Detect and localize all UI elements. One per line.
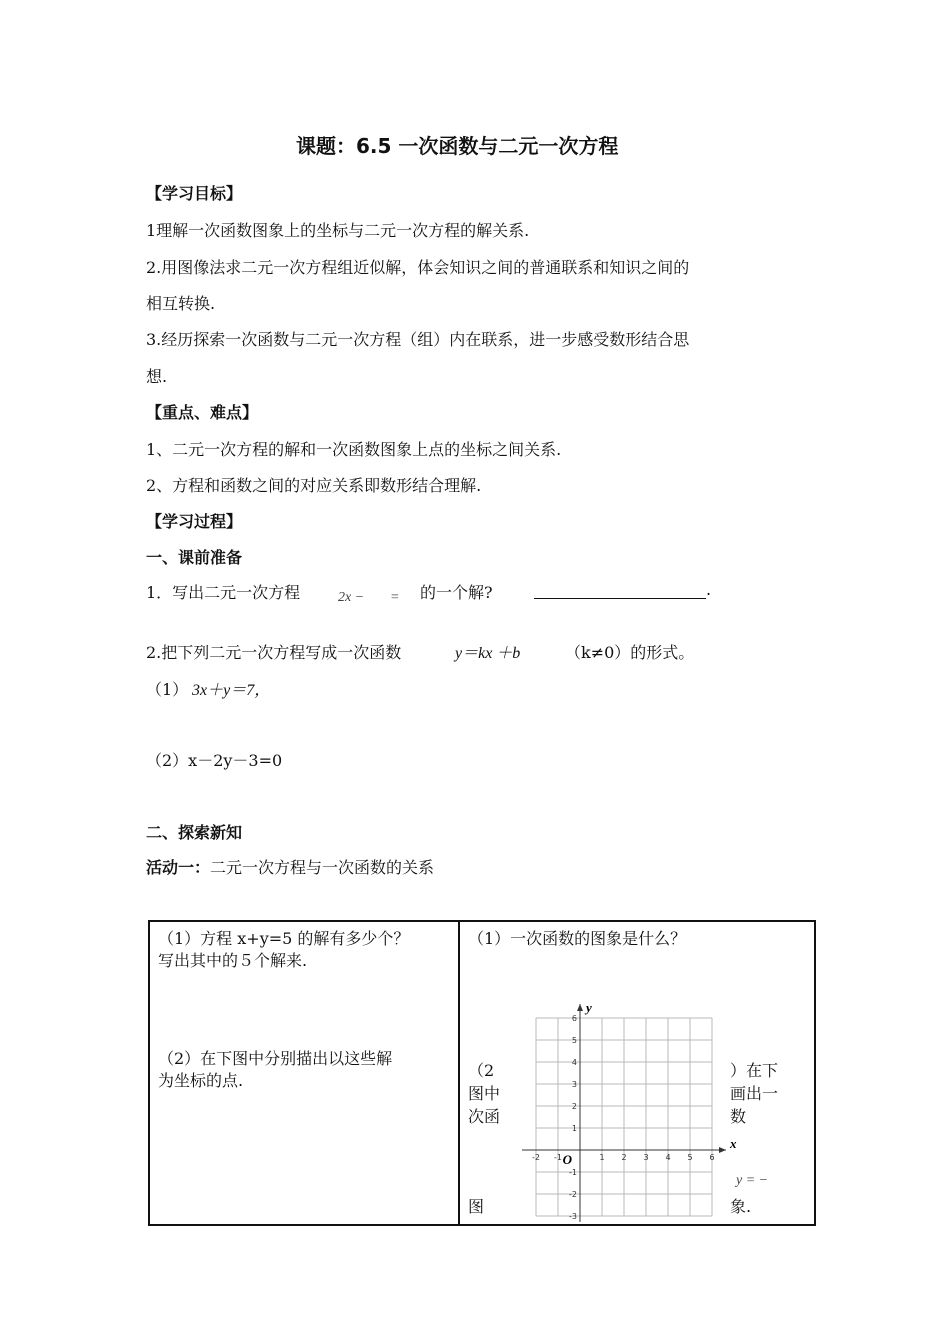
y-tick-label: 6 xyxy=(571,1014,577,1023)
goal-item: 相互转换. xyxy=(146,294,216,313)
y-tick-label: 2 xyxy=(571,1102,577,1111)
process-heading: 【学习过程】 xyxy=(146,512,243,531)
right-fragment: 图 xyxy=(468,1197,485,1216)
y-tick-label: -3 xyxy=(569,1212,577,1221)
x-axis-label: x xyxy=(730,1136,737,1151)
right-formula: y = − xyxy=(736,1173,769,1188)
x-tick-label: -1 xyxy=(554,1153,562,1162)
question-2b: （2）x－2y－3=0 xyxy=(146,751,283,770)
left-question-2-line2: 为坐标的点. xyxy=(158,1071,244,1090)
activity-text: 二元一次方程与一次函数的关系 xyxy=(210,858,435,877)
keypoint-item: 2、方程和函数之间的对应关系即数形结合理解. xyxy=(146,476,482,495)
x-tick-label: 3 xyxy=(643,1153,649,1162)
goals-heading: 【学习目标】 xyxy=(146,184,243,203)
question-1-prefix: 1．写出二元一次方程 xyxy=(146,583,301,602)
question-2-condition: （k≠0）的形式。 xyxy=(565,643,695,662)
goal-item: 2.用图像法求二元一次方程组近似解，体会知识之间的普通联系和知识之间的 xyxy=(146,258,690,277)
y-axis-arrow xyxy=(577,1004,583,1011)
y-axis-label: y xyxy=(586,1000,592,1015)
x-tick-label: 4 xyxy=(665,1153,671,1162)
question-1-equation-left: 2x − xyxy=(338,590,365,605)
x-tick-label: -2 xyxy=(532,1153,540,1162)
left-question-1-line2: 写出其中的５个解来. xyxy=(158,951,308,970)
y-tick-label: 1 xyxy=(571,1124,577,1133)
left-question-2-line1: （2）在下图中分别描出以这些解 xyxy=(158,1049,393,1068)
right-fragment: 画出一 xyxy=(730,1084,779,1103)
y-tick-label: 4 xyxy=(571,1058,577,1067)
right-fragment: ）在下 xyxy=(730,1061,779,1080)
table-divider xyxy=(458,920,460,1226)
y-tick-label: -2 xyxy=(569,1190,577,1199)
question-2-prefix: 2.把下列二元一次方程写成一次函数 xyxy=(146,643,402,662)
question-2a-label: （1） xyxy=(146,680,189,699)
x-tick-label: 6 xyxy=(709,1153,715,1162)
origin-label: O xyxy=(562,1152,572,1167)
question-2a-equation: 3x＋y＝7， xyxy=(192,682,271,699)
right-fragment: 数 xyxy=(730,1107,747,1126)
y-tick-label: -1 xyxy=(569,1168,577,1177)
y-tick-label: 5 xyxy=(571,1036,577,1045)
right-fragment: （2 xyxy=(468,1061,495,1080)
x-tick-label: 5 xyxy=(687,1153,693,1162)
section-preparation: 一、课前准备 xyxy=(146,548,243,567)
answer-blank[interactable] xyxy=(534,582,706,603)
question-1-equation-equals: = xyxy=(390,590,400,605)
x-tick-label: 2 xyxy=(621,1153,627,1162)
question-2-formula: y＝kx ＋b xyxy=(455,645,521,662)
left-question-1-line1: （1）方程 x+y=5 的解有多少个？ xyxy=(158,929,410,948)
right-fragment: 象. xyxy=(730,1197,752,1216)
goal-item: 想. xyxy=(146,367,168,386)
x-axis-arrow xyxy=(719,1147,726,1153)
y-tick-label: 3 xyxy=(571,1080,577,1089)
goal-item: 3.经历探索一次函数与二元一次方程（组）内在联系，进一步感受数形结合思 xyxy=(146,330,690,349)
keypoints-heading: 【重点、难点】 xyxy=(146,403,259,422)
page-title: 课题：6.5 一次函数与二元一次方程 xyxy=(296,134,619,158)
section-explore: 二、探索新知 xyxy=(146,823,243,842)
activity-label: 活动一： xyxy=(146,858,211,877)
goal-item: 1理解一次函数图象上的坐标与二元一次方程的解关系. xyxy=(146,221,530,240)
question-1-end: . xyxy=(706,580,712,599)
right-fragment: 图中 xyxy=(468,1084,501,1103)
x-tick-label: 1 xyxy=(599,1153,605,1162)
activity-title xyxy=(146,855,434,878)
coordinate-grid[interactable] xyxy=(520,996,750,1222)
keypoint-item: 1、二元一次方程的解和一次函数图象上点的坐标之间关系. xyxy=(146,440,562,459)
right-fragment: 次函 xyxy=(468,1107,501,1126)
question-1-suffix: 的一个解? xyxy=(420,583,493,602)
right-question-1: （1）一次函数的图象是什么？ xyxy=(468,929,687,948)
